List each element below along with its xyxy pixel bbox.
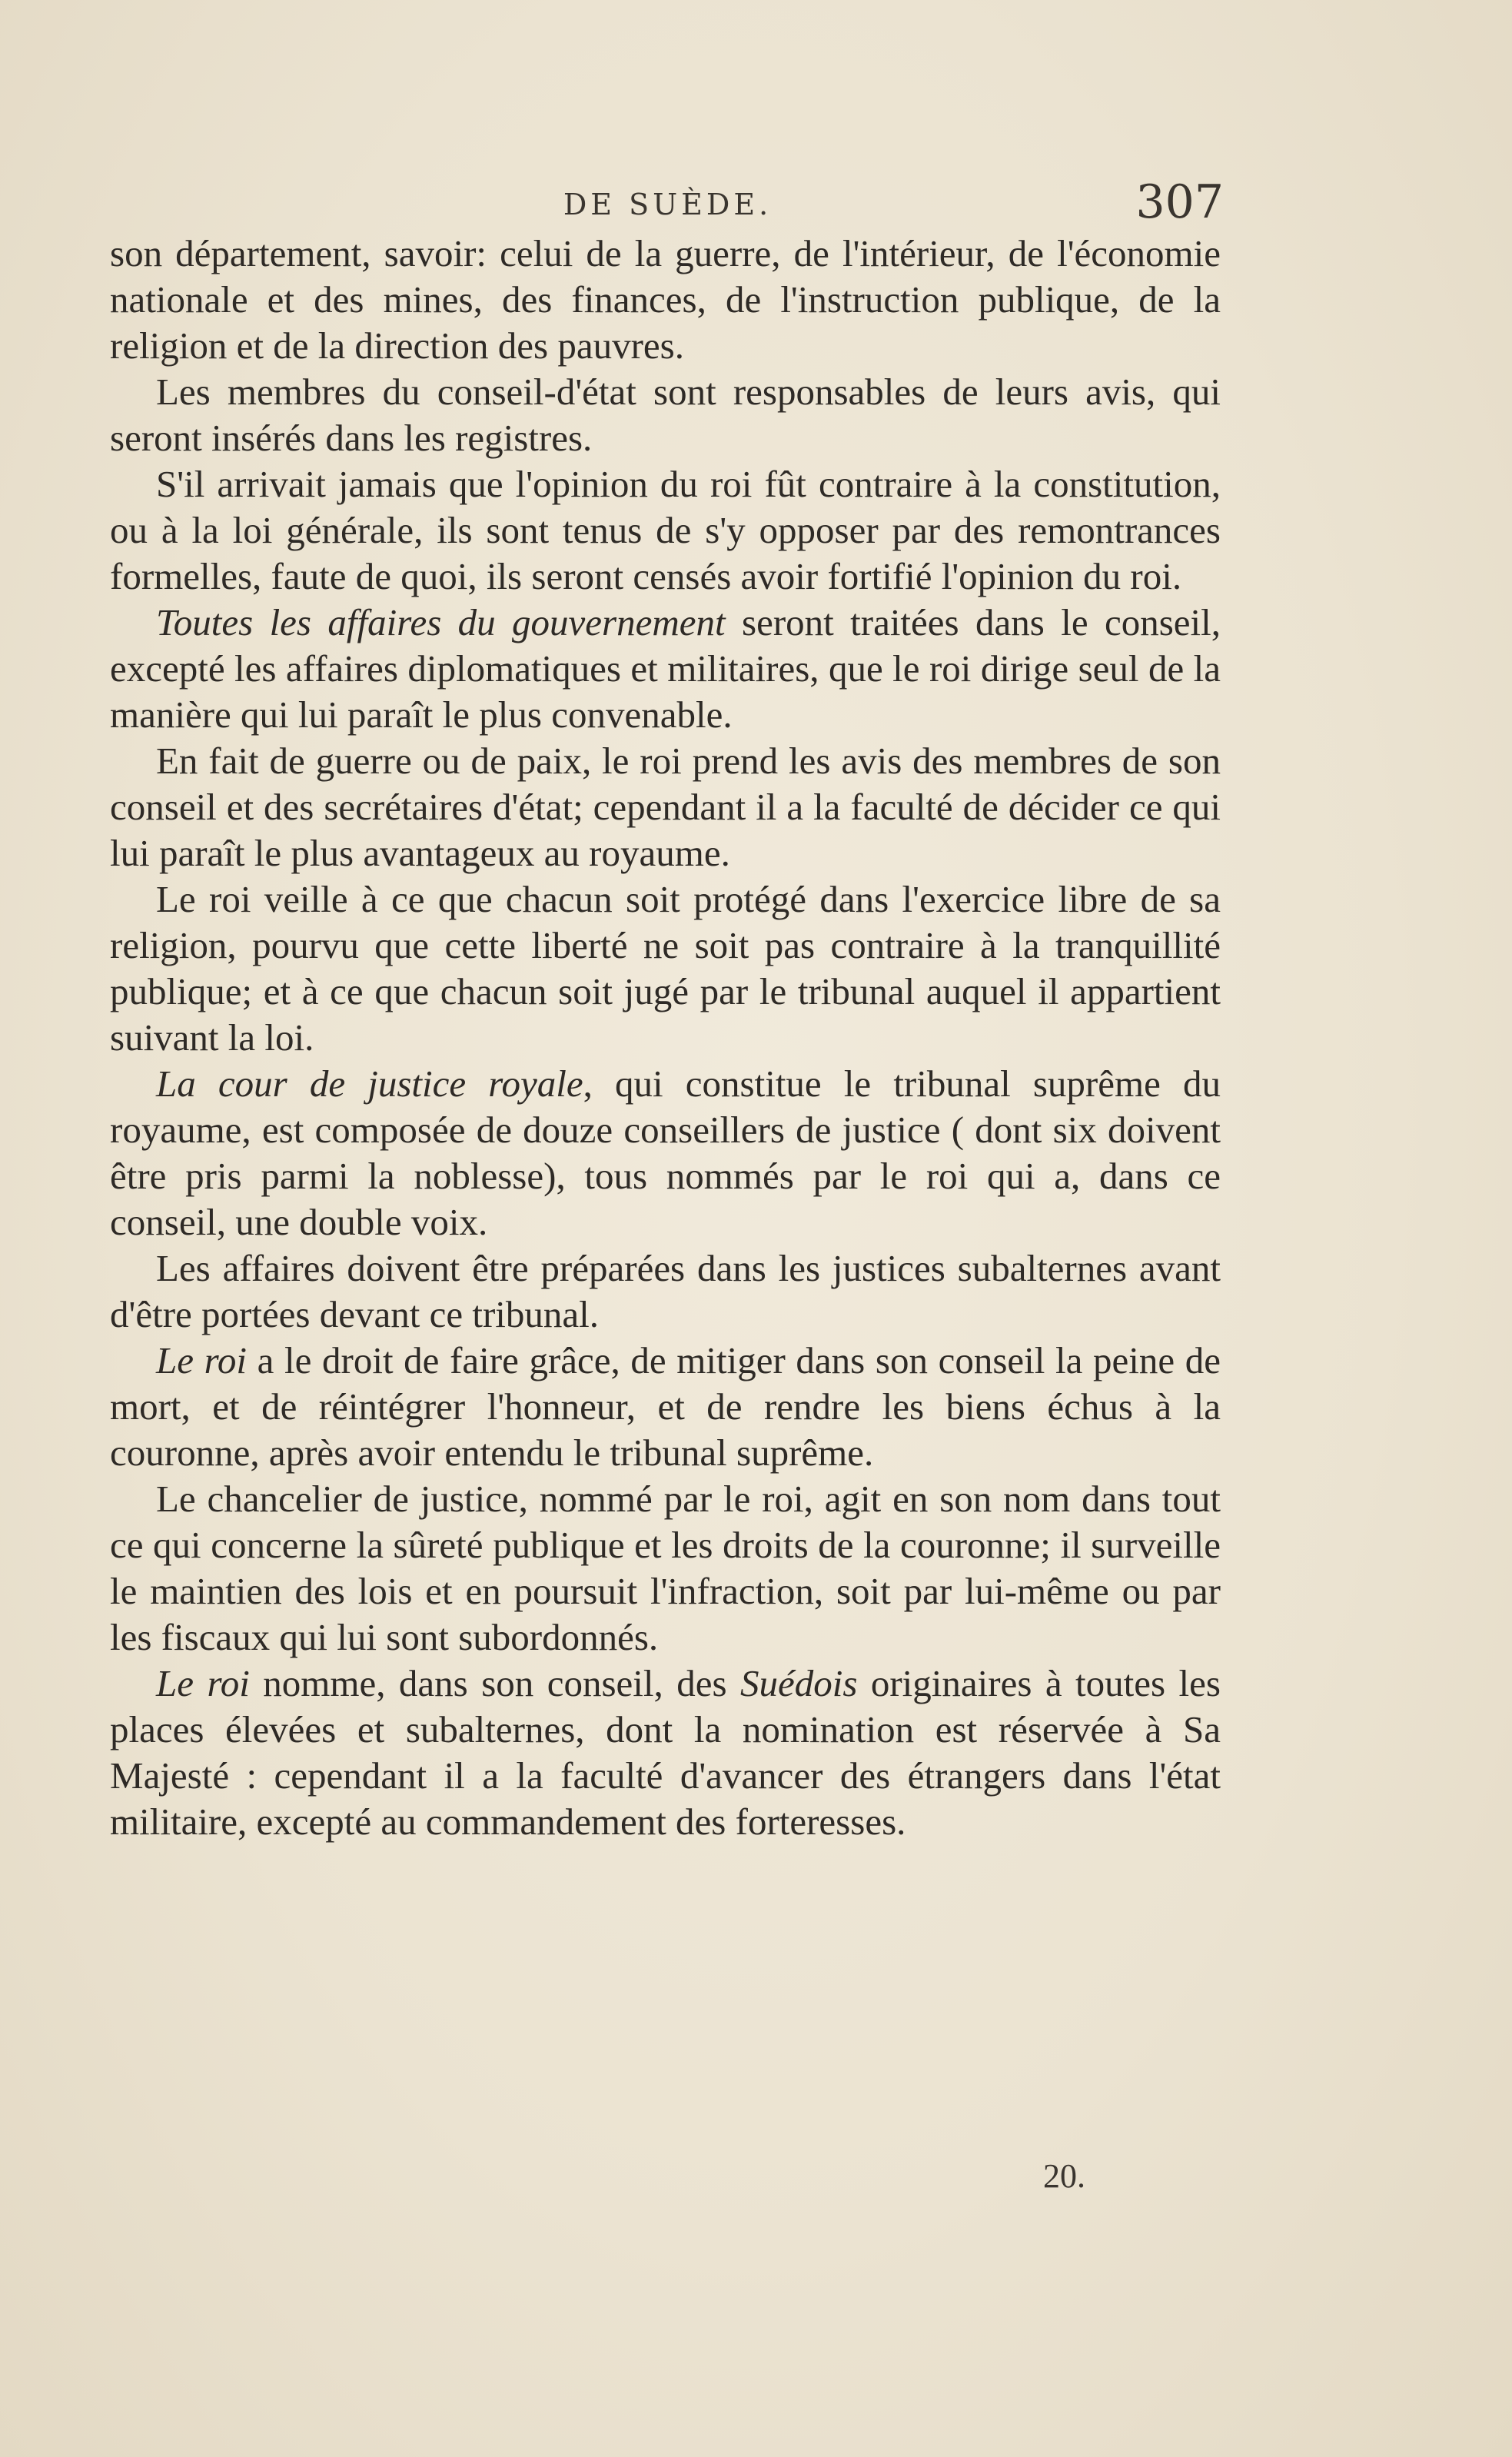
italic-lead: La cour de justice royale: [156, 1062, 583, 1105]
italic-inline: Suédois: [739, 1662, 858, 1704]
paragraph-1: son département, savoir: celui de la guerre, de l'intérieur, de l'économie nationale et des mines, des finances, de l'instruction publique, de la religion et de la direction des pauvres.: [110, 232, 1221, 367]
body-text: [110, 231, 1221, 1845]
paragraph-5: En fait de guerre ou de paix, le roi prend les avis des membres de son conseil et des secrétaires d'état; cependant il a la faculté de décider ce qui lui paraît le plus avantageux au royaume.: [110, 740, 1221, 874]
paragraph-8: Les affaires doivent être préparées dans les justices subalternes avant d'être portées devant ce tribunal.: [110, 1247, 1221, 1335]
page-number: 307: [1135, 175, 1224, 229]
paragraph-2: Les membres du conseil-d'état sont responsables de leurs avis, qui seront insérés dans les registres.: [110, 371, 1221, 459]
paragraph-4: Toutes les affaires du gouvernement seront traitées dans le conseil, excepté les affaires diplomatiques et militaires, que le roi dirige seul de la manière qui lui paraît le plus convenable.: [110, 601, 1221, 736]
catchword: 20.: [1043, 2157, 1085, 2195]
running-head: DE SUÈDE.: [563, 188, 773, 221]
paragraph-7: La cour de justice royale, qui constitue le tribunal suprême du royaume, est composée de douze conseillers de justice ( dont six doivent être pris parmi la noblesse), tous nommés par le roi qui a, dans ce conseil, une double voix.: [110, 1062, 1221, 1243]
italic-lead: Le roi: [156, 1339, 247, 1381]
paragraph-9: Le roi a le droit de faire grâce, de mitiger dans son conseil la peine de mort, et de réintégrer l'honneur, et de rendre les biens échus à la couronne, après avoir entendu le tribunal suprême.: [110, 1339, 1221, 1474]
italic-lead: Le roi: [156, 1662, 250, 1704]
paragraph-3: S'il arrivait jamais que l'opinion du roi fût contraire à la constitution, ou à la loi générale, ils sont tenus de s'y opposer par des remontrances formelles, faute de quoi, ils seront censés avoir fortifié l'opinion du roi.: [110, 463, 1221, 597]
paragraph-11: Le roi nomme, dans son conseil, des Suédois originaires à toutes les places élevées et subalternes, dont la nomination est réservée à Sa Majesté : cependant il a la faculté d'avancer des étrangers dans l'état militaire, excepté au commandement des forteresses.: [110, 1662, 1221, 1843]
italic-lead: Toutes les affaires du gouvernement: [156, 601, 726, 643]
paragraph-6: Le roi veille à ce que chacun soit protégé dans l'exercice libre de sa religion, pourvu que cette liberté ne soit pas contraire à la tranquillité publique; et à ce que chacun soit jugé par le tribunal auquel il appartient suivant la loi.: [110, 878, 1221, 1059]
paragraph-10: Le chancelier de justice, nommé par le roi, agit en son nom dans tout ce qui concerne la sûreté publique et les droits de la couronne; il surveille le maintien des lois et en poursuit l'infraction, soit par lui-même ou par les fiscaux qui lui sont subordonnés.: [110, 1478, 1221, 1658]
